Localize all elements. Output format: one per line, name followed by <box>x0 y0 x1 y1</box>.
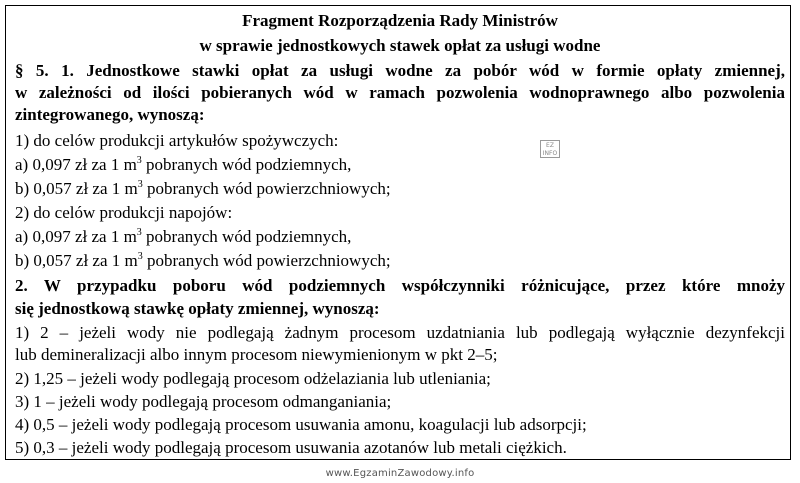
section5-2-intro-line2: się jednostkową stawkę opłaty zmiennej, wynoszą: <box>15 299 380 318</box>
item1-b: b) 0,057 zł za 1 $m^3$ pobranych wód powierzchniowych; <box>15 179 391 198</box>
coefficient-3: 3) 1 – jeżeli wody podlegają procesom odmanganiania; <box>15 392 392 411</box>
coefficient-1-line2: lub demineralizacji albo innym procesom niewymienionym w pkt 2–5; <box>15 345 498 364</box>
source-footer: www.EgzaminZawodowy.info <box>325 468 475 479</box>
document-title: Fragment Rozporządzenia Rady Ministrów <box>242 11 558 30</box>
section5-intro-line2: w zależności od ilości pobieranych wód w ramach pozwolenia wodnoprawnego albo pozwolenia <box>15 83 785 102</box>
coefficient-2: 2) 1,25 – jeżeli wody podlegają procesom odżelaziania lub utleniania; <box>15 369 491 388</box>
item2-a: a) 0,097 zł za 1 $m^3$ pobranych wód podziemnych, <box>15 227 352 246</box>
coefficient-1-line1: 1) 2 – jeżeli wody nie podlegają żadnym procesom uzdatniania lub podlegają wyłącznie dezynfekcji <box>15 323 785 342</box>
item1-heading: 1) do celów produkcji artykułów spożywczych: <box>15 131 339 150</box>
section5-intro-line3: zintegrowanego, wynoszą: <box>15 105 205 124</box>
document-subtitle: w sprawie jednostkowych stawek opłat za usługi wodne <box>199 36 601 55</box>
watermark-logo: EZ INFO <box>540 140 560 158</box>
coefficient-4: 4) 0,5 – jeżeli wody podlegają procesom usuwania amonu, koagulacji lub adsorpcji; <box>15 415 587 434</box>
item2-b: b) 0,057 zł za 1 $m^3$ pobranych wód powierzchniowych; <box>15 251 391 270</box>
section5-2-intro-line1: 2. W przypadku poboru wód podziemnych współczynniki różnicujące, przez które mnoży <box>15 276 785 295</box>
item2-heading: 2) do celów produkcji napojów: <box>15 203 233 222</box>
item1-a: a) 0,097 zł za 1 $m^3$ pobranych wód podziemnych, <box>15 155 352 174</box>
coefficient-5: 5) 0,3 – jeżeli wody podlegają procesom usuwania azotanów lub metali ciężkich. <box>15 438 567 457</box>
section5-intro-line1: § 5. 1. Jednostkowe stawki opłat za usługi wodne za pobór wód w formie opłaty zmiennej, <box>15 61 785 80</box>
